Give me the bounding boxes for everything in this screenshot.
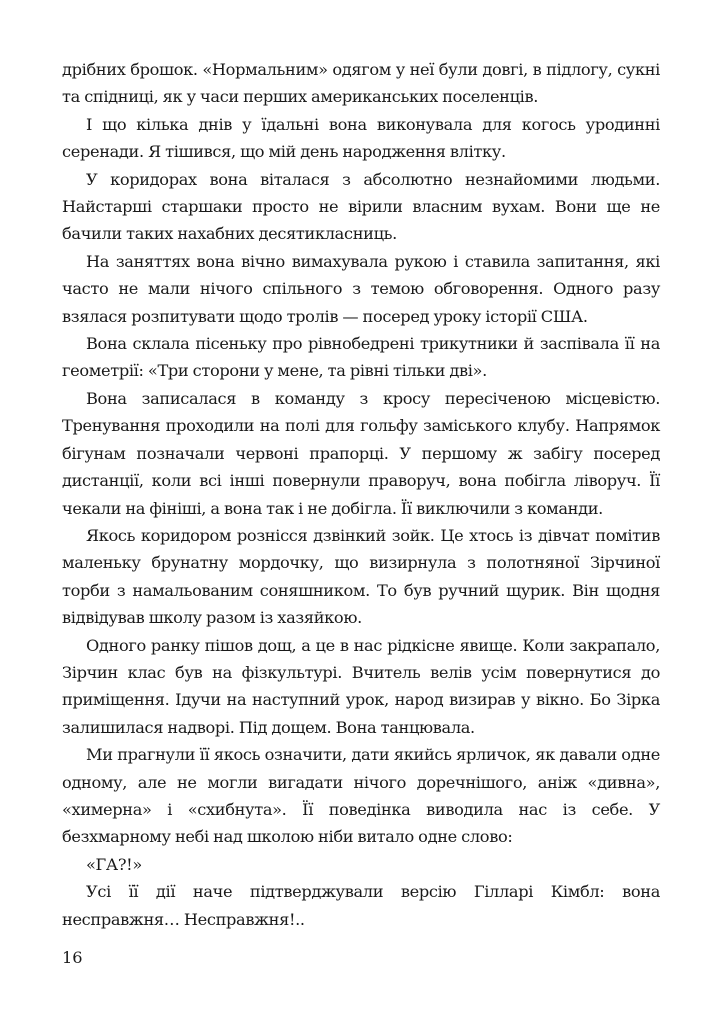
paragraph: На заняттях вона вічно вимахувала рукою і ставила запитання, які часто не мали нічого спільного з темою обговорення. Одного разу взялася розпитувати щодо тролів — посеред уроку історії США. (62, 251, 660, 326)
paragraph: У коридорах вона віталася з абсолютно незнайомими людьми. Найстарші старшаки просто не вірили власним вухам. Вони ще не бачили таких нахабних десятикласниць. (62, 169, 660, 244)
page-number: 16 (62, 948, 83, 967)
paragraph: Вона склала пісеньку про рівнобедрені трикутники й заспівала її на геометрії: «Три сторони у мене, та рівні тільки дві». (62, 334, 660, 381)
paragraph: Якось коридором рознісся дзвінкий зойк. Це хтось із дівчат помітив маленьку брунатну мордочку, що визирнула з полотняної Зірчиної торби з намальованим соняшником. То був ручний щурик. Він щодня відвідував школу разом із хазяйкою. (62, 525, 660, 628)
paragraph: Одного ранку пішов дощ, а це в нас рідкісне явище. Коли закрапало, Зірчин клас був на фізкультурі. Вчитель велів усім повернутися до приміщення. Ідучи на наступний урок, народ визирав у вікно. Бо Зірка залишилася надворі. Під дощем. Вона танцювала. (62, 635, 660, 737)
paragraph: Вона записалася в команду з кросу пересіченою місцевістю. Тренування проходили на полі для гольфу заміського клубу. Напрямок бігунам позначали червоні прапорці. У першому ж забігу посеред дистанції, коли всі інші повернули праворуч, вона побігла ліворуч. Її чекали на фініші, а вона так і не добігла. Її виключили з команди. (62, 388, 660, 518)
body-text (62, 56, 660, 933)
paragraph: дрібних брошок. «Нормальним» одягом у неї були довгі, в підлогу, сукні та спідниці, як у часи перших американських поселенців. (62, 60, 660, 107)
paragraph: І що кілька днів у їдальні вона виконувала для когось уродинні серенади. Я тішився, що мій день народження влітку. (62, 114, 660, 162)
paragraph: Усі її дії наче підтверджували версію Гілларі Кімбл: вона несправжня… Несправжня!.. (62, 882, 660, 929)
paragraph: «ГА?!» (86, 854, 142, 874)
paragraph: Ми прагнули її якось означити, дати якийсь ярличок, як давали одне одному, але не могли вигадати нічого доречнішого, аніж «дивна», «химерна» і «схибнута». Її поведінка виводила нас із себе. У безхмарному небі над школою ніби витало одне слово: (62, 745, 660, 847)
